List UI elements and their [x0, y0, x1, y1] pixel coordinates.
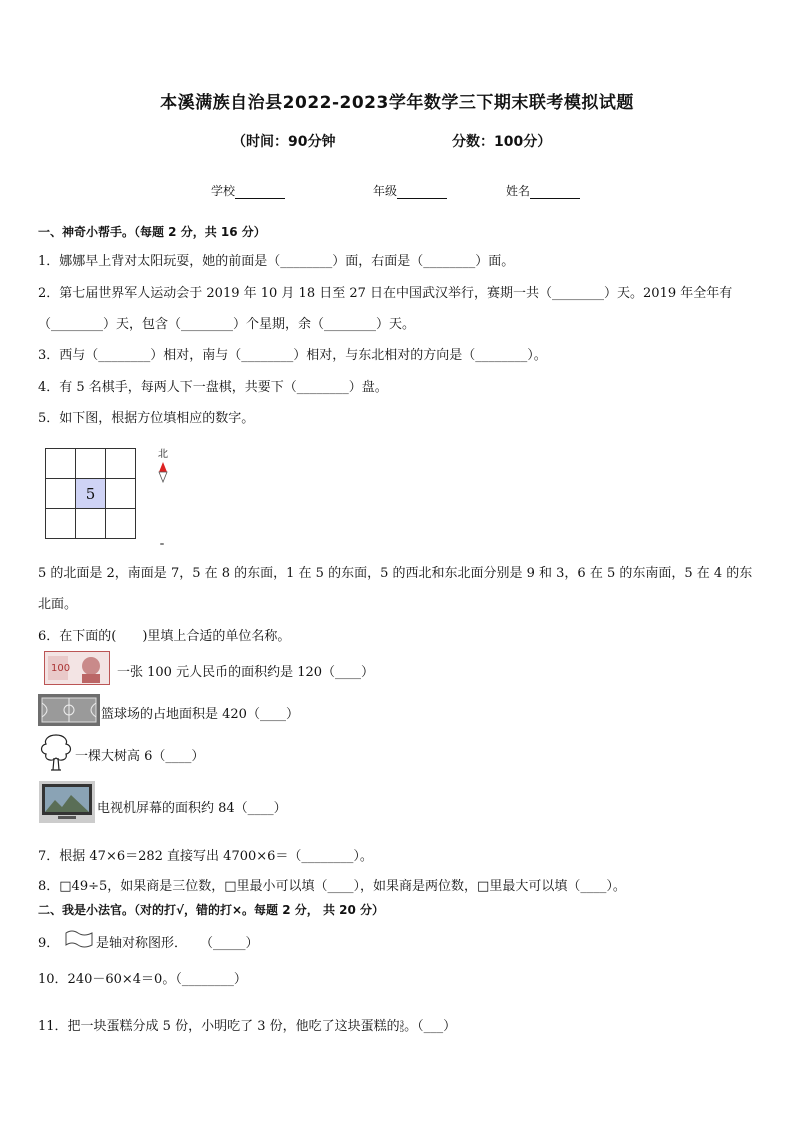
question-6c: 一棵大树高 6（____）: [75, 749, 205, 764]
section1-heading: 一、神奇小帮手。（每题 2 分，共 16 分）: [38, 225, 266, 239]
grid-cell: [106, 479, 136, 509]
school-blank[interactable]: [235, 185, 285, 199]
school-field: [211, 182, 285, 199]
question-9-text: 是轴对称图形． （_____）: [96, 936, 259, 951]
question-11: [38, 1015, 456, 1034]
svg-text:100: 100: [51, 663, 71, 674]
grid-cell: [106, 449, 136, 479]
question-11-blank: 。（___）: [404, 1019, 457, 1034]
tree-image: [38, 732, 74, 772]
question-5: 5．如下图，根据方位填相应的数字。: [38, 411, 255, 426]
question-10: 10．240－60×4＝0。（________）: [38, 972, 247, 987]
name-blank[interactable]: [530, 185, 580, 199]
tv-image: [38, 780, 96, 824]
question-7: 7．根据 47×6＝282 直接写出 4700×6＝（________）。: [38, 849, 373, 864]
question-6d: 电视机屏幕的面积约 84（____）: [97, 801, 287, 816]
question-5-desc-line2: 北面。: [38, 597, 78, 612]
exam-time: （时间：90分钟: [232, 134, 336, 150]
question-3: 3．西与（________）相对，南与（________）相对，与东北相对的方向是（________）。: [38, 348, 547, 363]
exam-score: 分数：100分）: [452, 134, 552, 150]
question-11-text: 11．把一块蛋糕分成 5 份，小明吃了 3 份，他吃了这块蛋糕的: [38, 1019, 400, 1034]
question-4: 4．有 5 名棋手，每两人下一盘棋，共要下（________）盘。: [38, 380, 388, 395]
grade-field: [373, 182, 447, 199]
question-5-desc-line1: 5 的北面是 2，南面是 7，5 在 8 的东面，1 在 5 的东面，5 的西北和东北面分别是 9 和 3，6 在 5 的东南面，5 在 4 的东: [38, 566, 753, 581]
grade-label: 年级: [373, 184, 398, 198]
question-6b: 篮球场的占地面积是 420（____）: [101, 707, 299, 722]
grid-cell: [46, 479, 76, 509]
north-label: 北: [158, 449, 168, 460]
question-9-number: 9．: [38, 936, 60, 951]
school-label: 学校: [211, 184, 236, 198]
question-2-line2: （________）天，包含（________）个星期，余（________）天。: [38, 317, 416, 332]
fraction-denominator: 5: [399, 1025, 405, 1034]
wavy-flag-shape: [63, 929, 95, 949]
fraction-numerator: 3: [399, 1019, 405, 1028]
page-title: 本溪满族自治县2022-2023学年数学三下期末联考模拟试题: [160, 93, 634, 113]
grid-cell: [46, 509, 76, 539]
grid-cell: [46, 449, 76, 479]
question-6a: 一张 100 元人民币的面积约是 120（____）: [117, 665, 375, 680]
name-label: 姓名: [506, 184, 531, 198]
grid-cell: [76, 449, 106, 479]
decorative-dot: [160, 543, 164, 545]
basketball-court-image: [38, 694, 100, 726]
section2-heading: 二、我是小法官。（对的打√，错的打×。每题 2 分， 共 20 分）: [38, 903, 384, 917]
grid-cell: [76, 509, 106, 539]
question-1: 1．娜娜早上背对太阳玩耍，她的前面是（________）面，右面是（________）面。: [38, 254, 515, 269]
grid-cell: [106, 509, 136, 539]
name-field: [506, 182, 580, 199]
north-arrow-icon: [158, 461, 168, 483]
direction-grid: [45, 448, 136, 539]
grade-blank[interactable]: [397, 185, 447, 199]
banknote-image: [44, 651, 110, 685]
question-8: 8．□49÷5，如果商是三位数，□里最小可以填（____），如果商是两位数，□里最大可以填（____）。: [38, 879, 626, 894]
grid-cell-center: 5: [76, 479, 106, 509]
question-2-line1: 2．第七届世界军人运动会于 2019 年 10 月 18 日至 27 日在中国武汉举行，赛期一共（________）天。2019 年全年有: [38, 286, 733, 301]
question-6: 6．在下面的( )里填上合适的单位名称。: [38, 629, 291, 644]
